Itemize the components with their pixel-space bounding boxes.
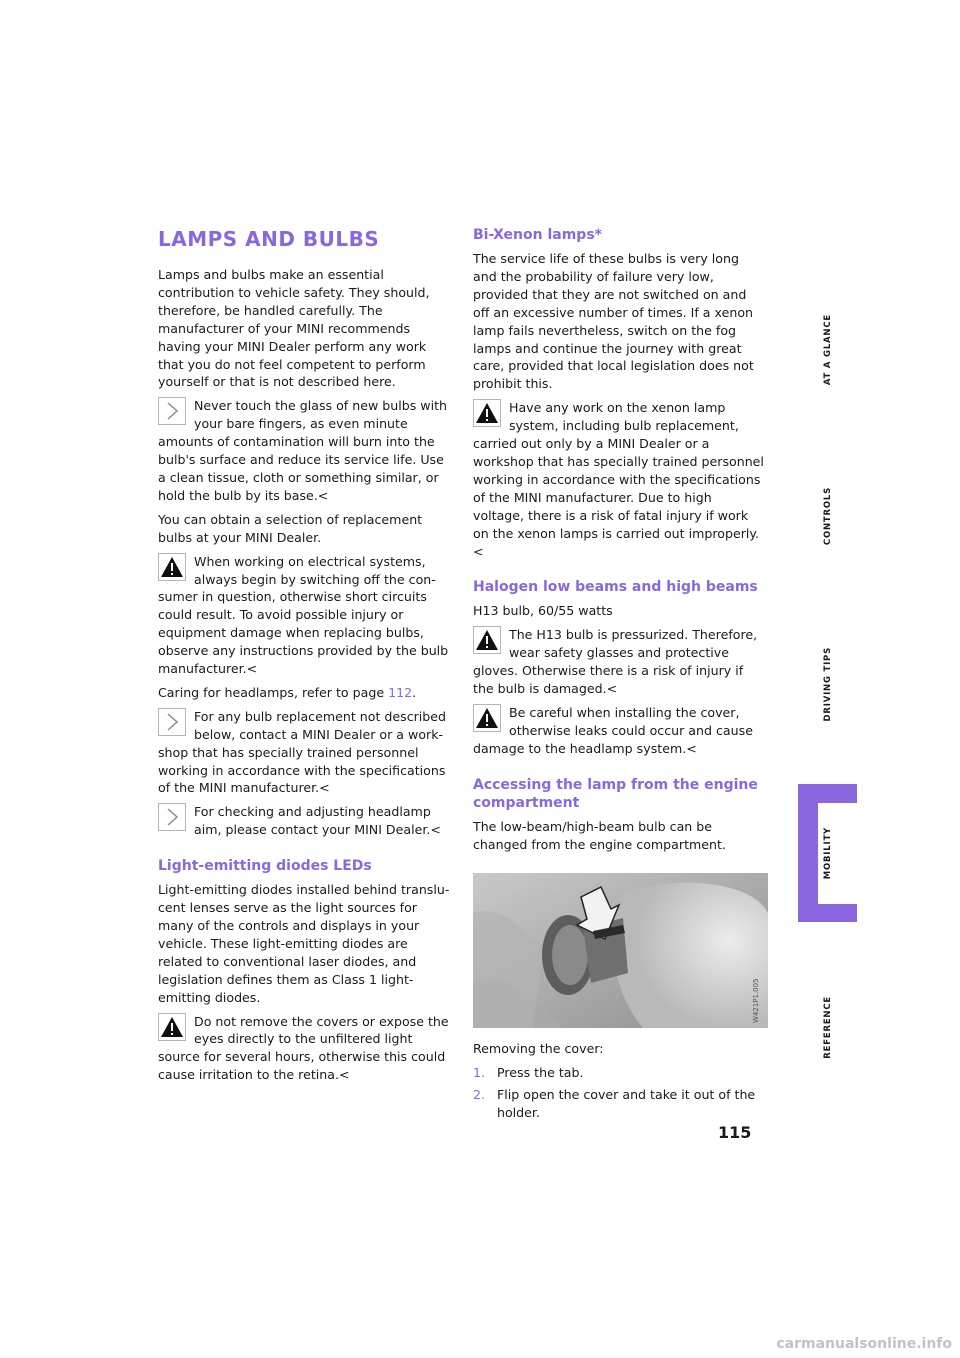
right-column bbox=[473, 226, 765, 1126]
warning-text: Be careful when installing the cover, otherwise leaks could occur and cause damage to the headlamp system.< bbox=[473, 704, 753, 756]
note-text: For checking and adjusting headlamp aim, please contact your MINI Dealer.< bbox=[194, 804, 441, 838]
halogen-paragraph: H13 bulb, 60/55 watts bbox=[473, 603, 613, 619]
warning-icon bbox=[473, 399, 501, 427]
warning-icon bbox=[158, 553, 186, 581]
photo-code: W421P1.005 bbox=[752, 978, 760, 1024]
list-item: 2. Flip open the cover and take it out of the holder. bbox=[473, 1087, 756, 1121]
section-heading: LAMPS AND BULBS bbox=[158, 227, 380, 251]
intro-paragraph: Lamps and bulbs make an essential contribution to vehicle safety. They should, therefore, be handled carefully. The manufacturer of your MINI recommends having your MINI Dealer perform any work that you do not feel competent to perform yourself or that is not described here. bbox=[158, 267, 430, 390]
warning-xenon bbox=[473, 399, 765, 560]
warning-icon bbox=[473, 626, 501, 654]
replacement-paragraph: You can obtain a selection of replacement bulbs at your MINI Dealer. bbox=[158, 511, 423, 545]
warning-text: Do not remove the covers or expose the eyes directly to the unfiltered light source for several hours, otherwise this could cause irritation to the retina.< bbox=[158, 1013, 449, 1083]
note-icon bbox=[158, 803, 186, 831]
access-paragraph: The low-beam/high-beam bulb can be changed from the engine compartment. bbox=[473, 818, 726, 852]
left-column bbox=[158, 226, 450, 1090]
note-text: For any bulb replacement not described below, contact a MINI Dealer or a workshop that has specially trained personnel working in accordance with the specifications of the MINI manufacturer.< bbox=[158, 708, 447, 796]
side-tab-controls[interactable]: CONTROLS bbox=[823, 487, 833, 546]
caring-paragraph: Caring for headlamps, refer to page 112. bbox=[158, 684, 417, 700]
watermark: carmanualsonline.info bbox=[776, 1336, 952, 1352]
access-heading: Accessing the lamp from the engine compartment bbox=[473, 776, 758, 811]
led-paragraph: Light-emitting diodes installed behind translucent lenses serve as the light sources for many of the controls and displays in your vehicle. These light-emitting diodes are related to conventional laser diodes, and legislation defines them as Class 1 light-emitting diodes. bbox=[158, 882, 450, 1005]
warning-icon bbox=[158, 1013, 186, 1041]
xenon-heading: Bi-Xenon lamps* bbox=[473, 227, 602, 243]
warning-text: The H13 bulb is pressurized. Therefore, wear safety glasses and protective gloves. Otherwise there is a risk of injury if the bulb is damaged.< bbox=[473, 627, 758, 697]
page-link-112[interactable]: 112 bbox=[388, 684, 413, 700]
note-headlamp-aim bbox=[158, 803, 450, 839]
note-bulb-replacement bbox=[158, 708, 450, 798]
xenon-paragraph: The service life of these bulbs is very long and the probability of failure very low, provided that they are not switched on and off an excessive number of times. If a xenon lamp fails nevertheless, switch on the fog lamps and continue the journey with great care, provided that local legislation does not prohibit this. bbox=[473, 251, 754, 392]
warning-icon bbox=[473, 704, 501, 732]
steps-list bbox=[473, 1064, 765, 1122]
warning-led bbox=[158, 1013, 450, 1085]
side-tab-reference[interactable]: REFERENCE bbox=[823, 996, 833, 1059]
side-tab-at-a-glance[interactable]: AT A GLANCE bbox=[823, 314, 833, 386]
note-icon bbox=[158, 397, 186, 425]
note-icon bbox=[158, 708, 186, 736]
removing-label: Removing the cover: bbox=[473, 1041, 604, 1057]
side-tab-driving-tips[interactable]: DRIVING TIPS bbox=[823, 647, 833, 722]
note-text: Never touch the glass of new bulbs with your bare fingers, as even minute amounts of contamination will burn into the bulb's surface and reduce its service life. Use a clean tissue, cloth or something similar, or hold the bulb by its base.< bbox=[158, 398, 448, 503]
halogen-heading: Halogen low beams and high beams bbox=[473, 579, 758, 596]
warning-text: Have any work on the xenon lamp system, including bulb replacement, carried out only by a MINI Dealer or a workshop that has specially trained personnel working in accordance with the specifications of the MINI manufacturer. Due to high voltage, there is a risk of fatal injury if work on the xenon lamps is carried out improperly.< bbox=[473, 400, 764, 559]
led-heading: Light-emitting diodes LEDs bbox=[158, 858, 372, 875]
note-bulb-glass bbox=[158, 397, 450, 504]
engine-compartment-photo bbox=[473, 873, 768, 1028]
warning-electrical bbox=[158, 553, 450, 678]
warning-cover bbox=[473, 704, 765, 758]
list-item: 1. Press the tab. bbox=[473, 1065, 584, 1081]
side-tab-mobility[interactable]: MOBILITY bbox=[823, 827, 833, 880]
warning-text: When working on electrical systems, always begin by switching off the consumer in question, otherwise short circuits could result. To avoid possible injury or equipment damage when replacing bulbs, observe any instructions provided by the bulb manufacturer.< bbox=[158, 553, 449, 677]
warning-h13 bbox=[473, 626, 765, 698]
page-number: 115 bbox=[718, 1123, 752, 1142]
